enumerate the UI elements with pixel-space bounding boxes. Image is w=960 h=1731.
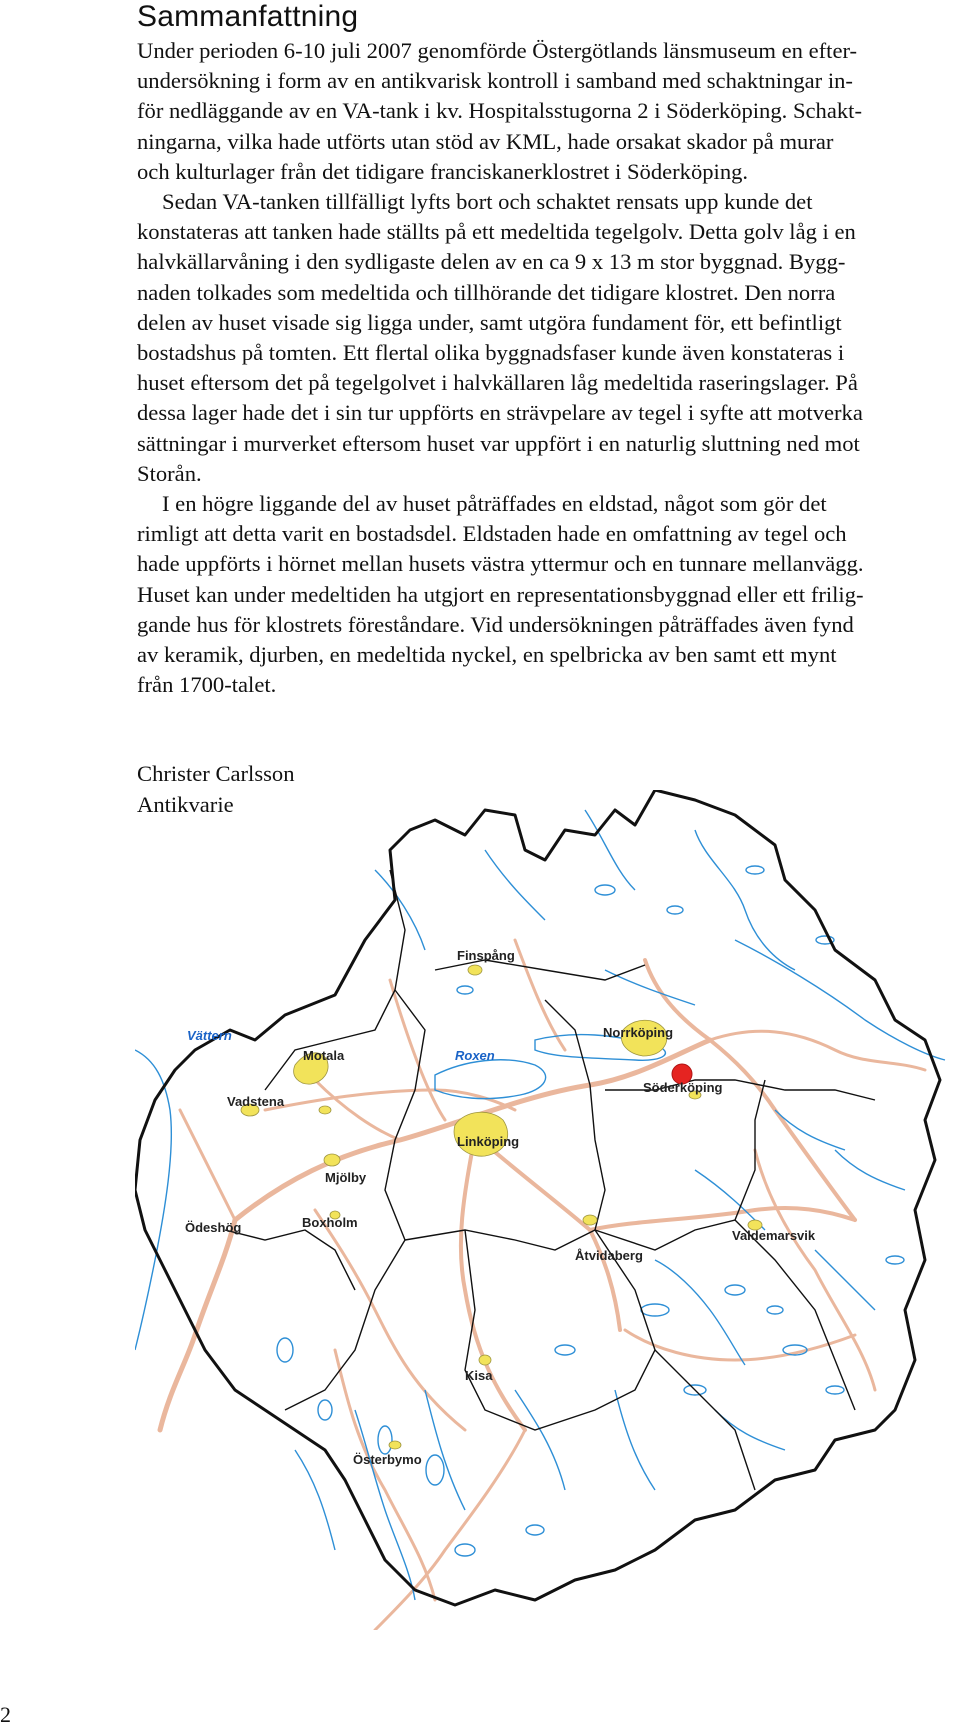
page-title: Sammanfattning <box>137 0 359 33</box>
road <box>710 1040 855 1220</box>
small-lake <box>277 1338 293 1362</box>
text-line: Sedan VA-tanken tillfälligt lyfts bort och schaktet rensats upp kunde det <box>162 189 813 215</box>
stream <box>835 1150 905 1190</box>
small-lake <box>641 1304 669 1316</box>
small-lake <box>595 885 615 895</box>
stream <box>695 830 795 970</box>
stream <box>425 1390 465 1510</box>
road <box>315 1210 465 1430</box>
text-line: rimligt att detta varit en bostadsdel. Eldstaden hade en omfattning av tegel och <box>137 521 847 547</box>
place-label-atvidaberg: Åtvidaberg <box>575 1248 643 1263</box>
place-label-odeshog: Ödeshög <box>185 1220 242 1235</box>
border-line <box>405 1230 595 1250</box>
towns-layer <box>241 965 762 1449</box>
stream <box>815 1250 875 1310</box>
road <box>515 940 565 1050</box>
page-number: 2 <box>0 1702 11 1727</box>
road <box>461 1135 525 1430</box>
town-area <box>583 1215 597 1225</box>
stream <box>295 1450 335 1550</box>
small-lake <box>886 1256 904 1264</box>
text-line: Huset kan under medeltiden ha utgjort en representationsbyggnad eller ett frilig- <box>137 581 864 607</box>
text-line: I en högre liggande del av huset påträffades en eldstad, något som gör det <box>162 491 827 517</box>
author-name: Christer Carlsson <box>137 761 295 786</box>
town-area <box>324 1154 340 1166</box>
road <box>390 980 445 1120</box>
text-line: naden tolkades som medeltida och tillhörande det tidigare klostret. Den norra <box>137 279 836 305</box>
small-lake <box>378 1426 392 1454</box>
paragraph-1 <box>137 36 937 187</box>
place-label-motala: Motala <box>303 1048 345 1063</box>
lake-roxen-shore <box>435 1060 546 1099</box>
text-line: för nedläggande av en VA-tank i kv. Hospitalsstugorna 2 i Söderköping. Schakt- <box>137 98 862 124</box>
small-lake <box>555 1345 575 1355</box>
text-line: Under perioden 6-10 juli 2007 genomförde Östergötlands länsmuseum en efter- <box>137 38 858 63</box>
road <box>625 1330 855 1360</box>
text-line: Storån. <box>137 460 202 486</box>
border-line <box>735 1220 855 1410</box>
stream <box>585 810 635 890</box>
small-lake <box>746 866 764 874</box>
text-line: delen av huset visade sig ligga under, samt utgöra fundament för, ett befintligt <box>137 309 842 335</box>
road <box>160 1220 235 1430</box>
stream <box>775 1110 845 1150</box>
small-lake <box>457 986 473 994</box>
road <box>755 1150 875 1390</box>
road <box>180 1110 235 1220</box>
text-line: dessa lager hade det i sin tur uppförts en strävpelare av tegel i syfte att motverka <box>137 400 863 426</box>
small-lake <box>725 1285 745 1295</box>
small-lake <box>526 1525 544 1535</box>
text-line: bostadshus på tomten. Ett flertal olika byggnadsfaser kunde även konstateras i <box>137 340 845 366</box>
text-line: av keramik, djurben, en medeltida nyckel, en spelbricka av ben samt ett mynt <box>137 642 837 668</box>
place-label-soderkoping: Söderköping <box>643 1080 723 1095</box>
lake-label-vattern: Vättern <box>187 1028 232 1043</box>
place-label-boxholm: Boxholm <box>302 1215 358 1230</box>
text-line: undersökning i form av en antikvarisk kontroll i samband med schaktningar in- <box>137 68 853 94</box>
place-label-finspang: Finspång <box>457 948 515 963</box>
text-line: och kulturlager från det tidigare franciskanerklostret i Söderköping. <box>137 158 749 184</box>
town-area <box>479 1355 491 1365</box>
text-line: konstateras att tanken hade ställts på ett medeltida tegelgolv. Detta golv låg i en <box>137 219 856 245</box>
border-line <box>265 990 395 1090</box>
place-label-norrkoping: Norrköping <box>603 1025 674 1040</box>
text-line: ningarna, vilka hade utförts utan stöd av KML, hade orsakat skador på murar <box>137 128 834 154</box>
small-lake <box>767 1306 783 1314</box>
text-line: hade uppförts i hörnet mellan husets västra yttermur och en tunnare mellanvägg. <box>137 551 864 577</box>
place-label-vadstena: Vadstena <box>227 1094 285 1109</box>
border-line <box>435 960 645 980</box>
road <box>265 1090 515 1110</box>
road <box>475 1135 620 1330</box>
border-line <box>655 1350 755 1490</box>
place-label-linkoping: Linköping <box>457 1134 520 1149</box>
text-line: från 1700-talet. <box>137 672 277 698</box>
place-label-osterbymo: Österbymo <box>353 1452 422 1467</box>
stream <box>735 940 945 1060</box>
border-line <box>385 870 425 1240</box>
road <box>590 1208 855 1230</box>
small-lake <box>426 1455 444 1485</box>
small-lake <box>318 1400 332 1420</box>
stream <box>515 1390 565 1490</box>
stream <box>485 850 545 920</box>
text-line: halvkällarvåning i den sydligaste delen av en ca 9 x 13 m stor byggnad. Bygg- <box>137 249 846 275</box>
text-line: gande hus för klostrets föreståndare. Vid undersökningen påträffades även fynd <box>137 611 854 637</box>
place-label-valdemarsvik: Valdemarsvik <box>732 1228 816 1243</box>
place-label-kisa: Kisa <box>465 1368 493 1383</box>
stream <box>615 1390 655 1490</box>
lake-label-roxen: Roxen <box>455 1048 495 1063</box>
summary-body <box>137 36 937 700</box>
town-area <box>319 1106 331 1114</box>
lake-vattern-shore <box>135 1050 171 1350</box>
stream <box>355 1410 415 1600</box>
town-area <box>389 1441 401 1449</box>
paragraph-3 <box>137 489 937 700</box>
county-map <box>135 790 950 1630</box>
place-label-mjolby: Mjölby <box>325 1170 367 1185</box>
town-area <box>468 965 482 975</box>
small-lake <box>667 906 683 914</box>
text-line: huset eftersom det på tegelgolvet i halvkällaren låg medeltida raseringslager. På <box>137 370 858 396</box>
author-title: Antikvarie <box>137 792 234 817</box>
small-lake <box>826 1386 844 1394</box>
paragraph-2 <box>137 187 937 489</box>
text-line: sättningar i murverket eftersom huset var uppfört i en naturlig sluttning ned mot <box>137 430 860 456</box>
stream <box>715 1410 785 1450</box>
small-lake <box>455 1544 475 1556</box>
